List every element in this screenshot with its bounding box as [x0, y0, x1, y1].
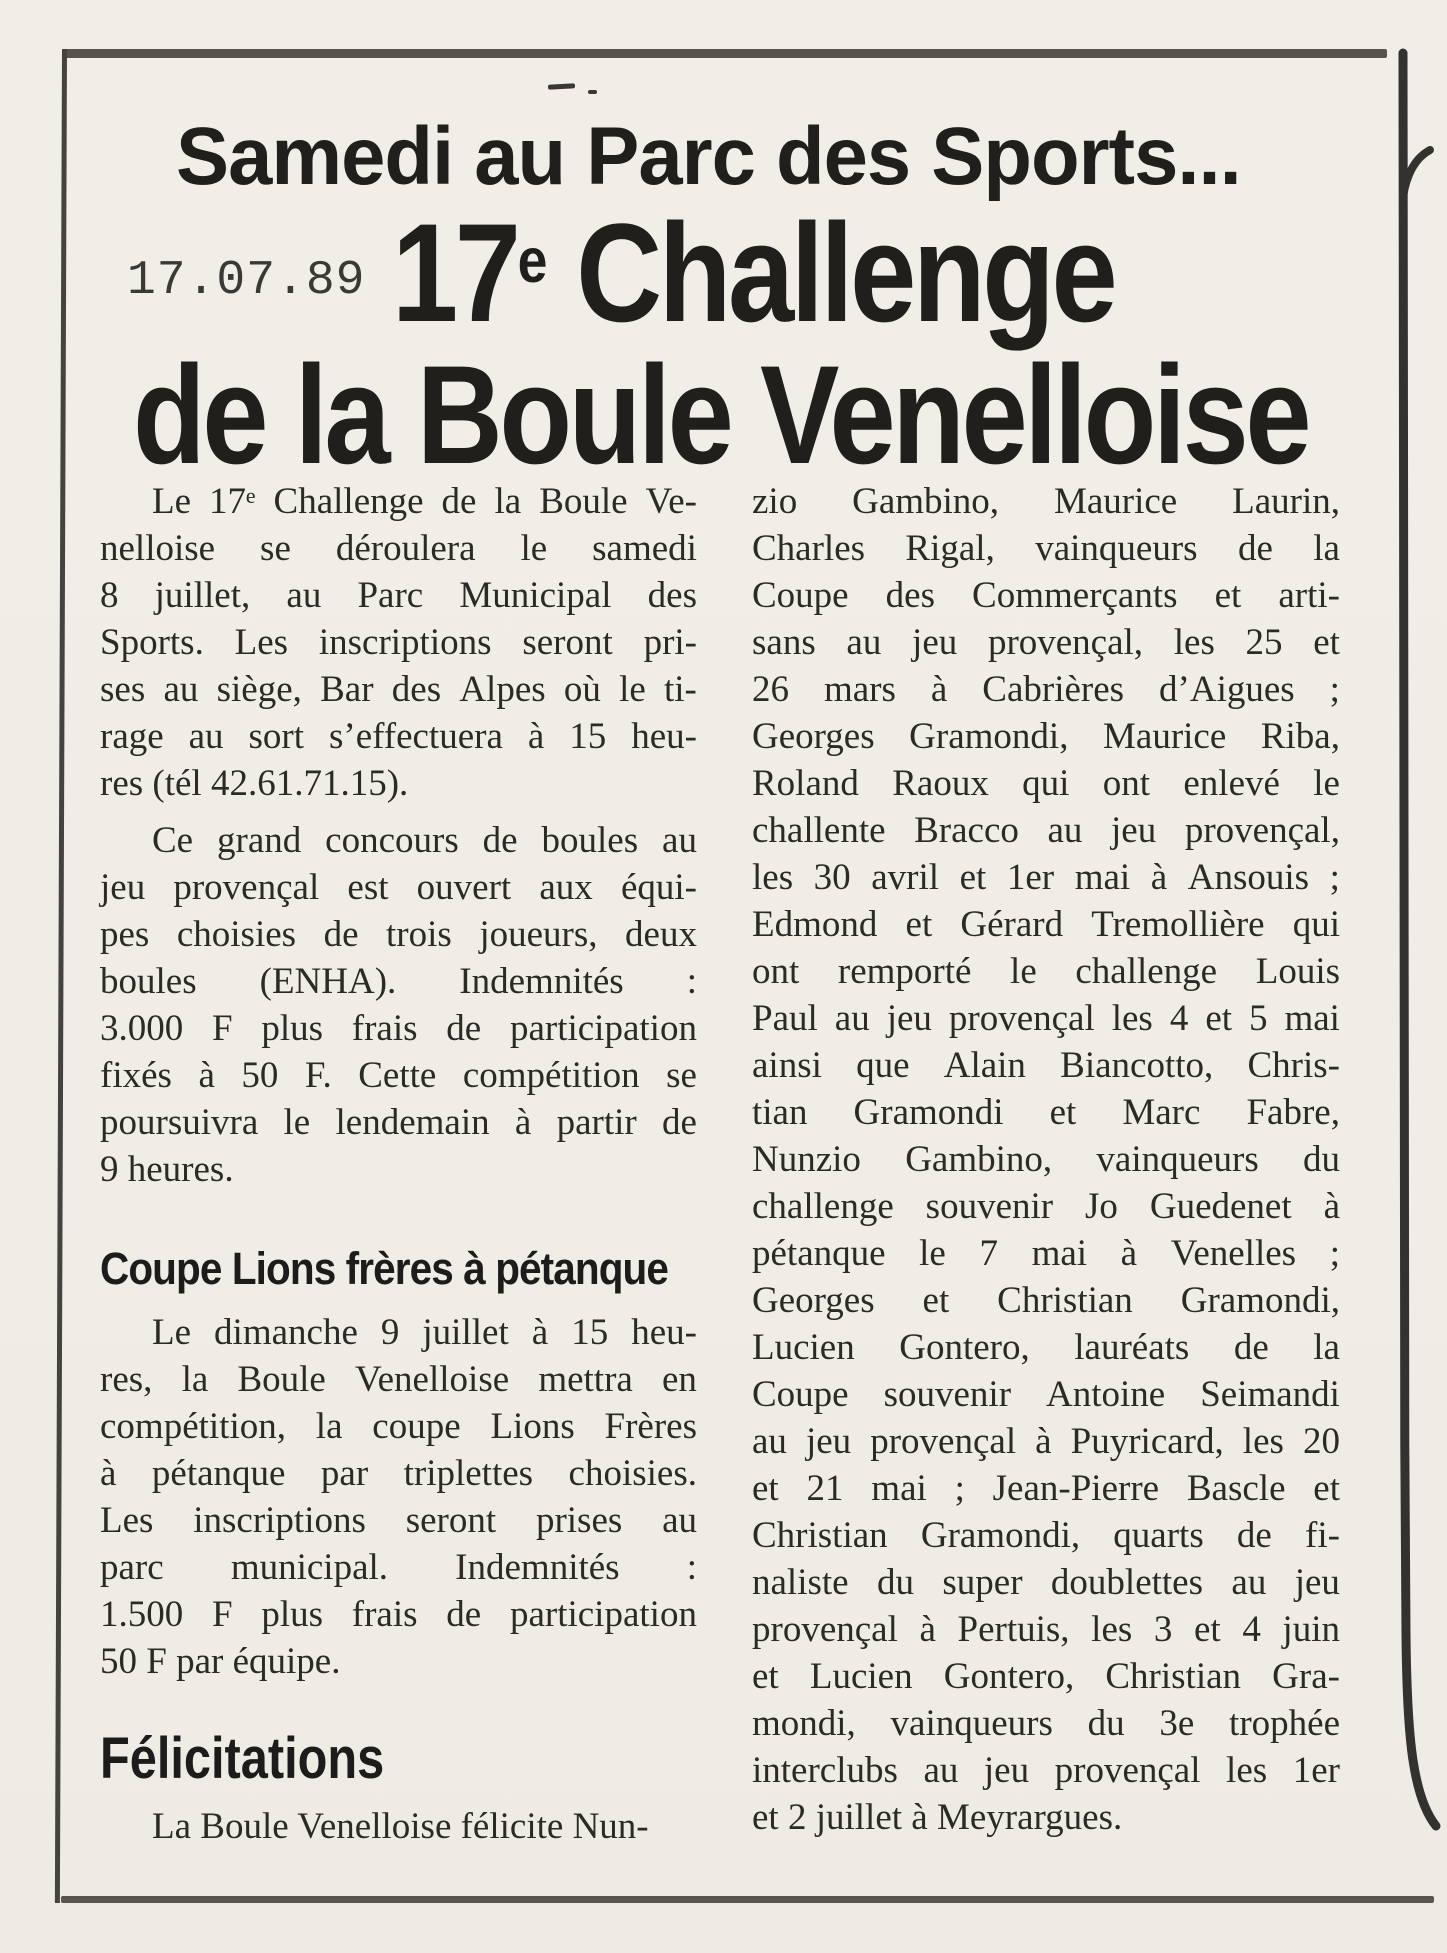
paragraph — [100, 1803, 697, 1850]
body-line: pétanque le 7 mai à Venelles ; — [752, 1233, 1340, 1274]
body-line: Le 17ᵉ Challenge de la Boule Ve- — [152, 481, 697, 522]
body-line: au jeu provençal à Puyricard, les 20 — [752, 1421, 1340, 1462]
body-line: et Lucien Gontero, Christian Gra- — [752, 1656, 1340, 1697]
left-rule — [55, 49, 67, 1903]
body-line: et 2 juillet à Meyrargues. — [752, 1797, 1123, 1838]
body-line: nelloise se déroulera le samedi — [100, 528, 697, 569]
body-line: mondi, vainqueurs du 3e trophée — [752, 1703, 1340, 1744]
headline-rest: Challenge — [546, 194, 1115, 351]
body-line: Roland Raoux qui ont enlevé le — [752, 763, 1340, 804]
left-column — [100, 478, 697, 1850]
body-line: compétition, la coupe Lions Frères — [100, 1406, 697, 1447]
body-line: naliste du super doublettes au jeu — [752, 1562, 1340, 1603]
body-line: rage au sort s’effectuera à 15 heu- — [100, 716, 697, 757]
body-line: Lucien Gontero, lauréats de la — [752, 1327, 1340, 1368]
body-line: Le dimanche 9 juillet à 15 heu- — [152, 1312, 697, 1353]
body-line: 26 mars à Cabrières d’Aigues ; — [752, 669, 1340, 710]
body-line: jeu provençal est ouvert aux équi- — [100, 867, 697, 908]
handstamp-date: 17.07.89 — [127, 254, 366, 308]
paragraph — [100, 1309, 697, 1685]
right-column — [752, 478, 1340, 1841]
body-line: res, la Boule Venelloise mettra en — [100, 1359, 697, 1400]
headline-number: 17 — [392, 194, 518, 351]
bottom-rule — [61, 1896, 1434, 1903]
body-line: Christian Gramondi, quarts de fi- — [752, 1515, 1340, 1556]
scan-speck — [548, 83, 575, 89]
body-line: parc municipal. Indemnités : — [100, 1547, 697, 1588]
body-line: à pétanque par triplettes choisies. — [100, 1453, 697, 1494]
body-line: 8 juillet, au Parc Municipal des — [100, 575, 697, 616]
body-line: poursuivra le lendemain à partir de — [100, 1102, 697, 1143]
subheading-felicitations: Félicitations — [100, 1726, 385, 1791]
body-line: ont remporté le challenge Louis — [752, 951, 1340, 992]
body-line: Charles Rigal, vainqueurs de la — [752, 528, 1340, 569]
top-rule — [64, 49, 1387, 58]
body-line: interclubs au jeu provençal les 1er — [752, 1750, 1340, 1791]
body-line: sans au jeu provençal, les 25 et — [752, 622, 1340, 663]
body-line: zio Gambino, Maurice Laurin, — [752, 481, 1340, 522]
body-line: Coupe des Commerçants et arti- — [752, 575, 1340, 616]
body-line: Sports. Les inscriptions seront pri- — [100, 622, 697, 663]
body-line: 9 heures. — [100, 1149, 234, 1190]
body-line: Georges Gramondi, Maurice Riba, — [752, 716, 1340, 757]
subheading-coupe-lions: Coupe Lions frères à pétanque — [100, 1243, 669, 1294]
body-line: ses au siège, Bar des Alpes où le ti- — [100, 669, 697, 710]
body-line: 1.500 F plus frais de participation — [100, 1594, 697, 1635]
main-headline-line1 — [392, 194, 1115, 351]
body-line: les 30 avril et 1er mai à Ansouis ; — [752, 857, 1340, 898]
body-line: 50 F par équipe. — [100, 1641, 341, 1682]
body-line: La Boule Venelloise félicite Nun- — [152, 1806, 649, 1847]
paragraph — [752, 478, 1340, 1841]
body-line: Ce grand concours de boules au — [152, 820, 697, 861]
paragraph — [100, 817, 697, 1193]
body-line: 3.000 F plus frais de participation — [100, 1008, 697, 1049]
body-line: Georges et Christian Gramondi, — [752, 1280, 1340, 1321]
paragraph — [100, 478, 697, 807]
body-line: boules (ENHA). Indemnités : — [100, 961, 697, 1002]
body-line: Les inscriptions seront prises au — [100, 1500, 697, 1541]
main-headline-line2: de la Boule Venelloise — [133, 336, 1309, 493]
body-line: tian Gramondi et Marc Fabre, — [752, 1092, 1340, 1133]
body-line: Nunzio Gambino, vainqueurs du — [752, 1139, 1340, 1180]
body-line: provençal à Pertuis, les 3 et 4 juin — [752, 1609, 1340, 1650]
body-line: Coupe souvenir Antoine Seimandi — [752, 1374, 1340, 1415]
body-line: ainsi que Alain Biancotto, Chris- — [752, 1045, 1340, 1086]
headline-superscript: e — [517, 225, 547, 296]
body-line: challenge souvenir Jo Guedenet à — [752, 1186, 1340, 1227]
body-line: challente Bracco au jeu provençal, — [752, 810, 1340, 851]
body-line: fixés à 50 F. Cette compétition se — [100, 1055, 697, 1096]
body-line: Paul au jeu provençal les 4 et 5 mai — [752, 998, 1340, 1039]
kicker-headline: Samedi au Parc des Sports... — [176, 111, 1241, 202]
body-line: Edmond et Gérard Tremollière qui — [752, 904, 1340, 945]
body-line: et 21 mai ; Jean-Pierre Bascle et — [752, 1468, 1340, 1509]
body-line: pes choisies de trois joueurs, deux — [100, 914, 697, 955]
right-bracket-rule — [1393, 45, 1447, 1855]
scan-speck — [588, 90, 597, 94]
body-line: res (tél 42.61.71.15). — [100, 763, 409, 804]
